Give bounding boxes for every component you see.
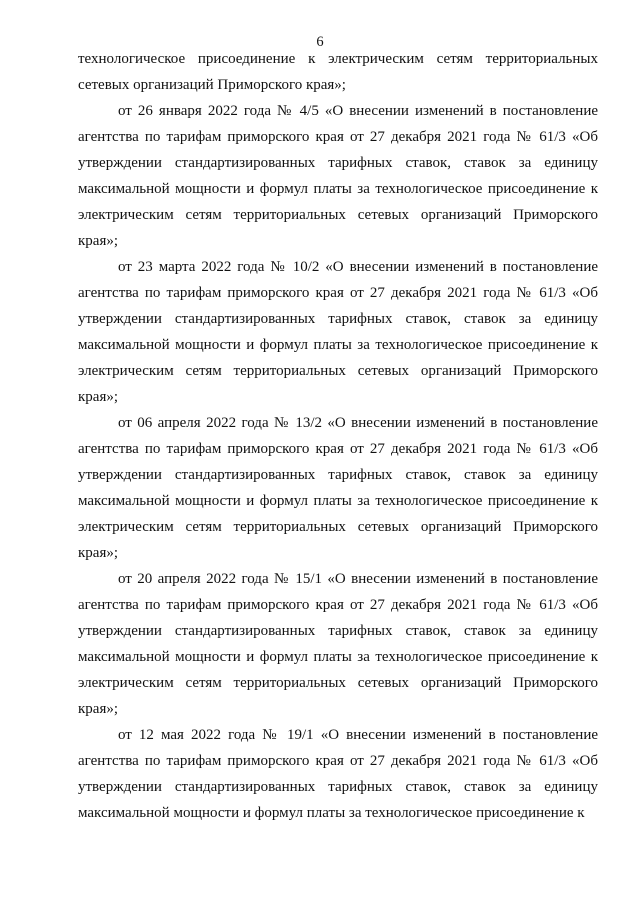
paragraph-continuation: технологическое присоединение к электрическим сетям территориальных сетевых организаций Приморского края»; (78, 51, 598, 93)
paragraph-resolution-2022-03-23: от 23 марта 2022 года № 10/2 «О внесении изменений в постановление агентства по тарифам приморского края от 27 декабря 2021 года № 61/3 «Об утверждении стандартизированных тарифных ставок, ставок за единицу максимальной мощности и формул платы за технологическое присоединение к электрическим сетям территориальных сетевых организаций Приморского края»; (78, 259, 598, 405)
paragraph-resolution-2022-05-12: от 12 мая 2022 года № 19/1 «О внесении изменений в постановление агентства по тарифам приморского края от 27 декабря 2021 года № 61/3 «Об утверждении стандартизированных тарифных ставок, ставок за единицу максимальной мощности и формул платы за технологическое присоединение к (78, 727, 598, 821)
document-body (78, 46, 598, 826)
paragraph-resolution-2022-01-26: от 26 января 2022 года № 4/5 «О внесении изменений в постановление агентства по тарифам приморского края от 27 декабря 2021 года № 61/3 «Об утверждении стандартизированных тарифных ставок, ставок за единицу максимальной мощности и формул платы за технологическое присоединение к электрическим сетям территориальных сетевых организаций Приморского края»; (78, 103, 598, 249)
paragraph-resolution-2022-04-06: от 06 апреля 2022 года № 13/2 «О внесении изменений в постановление агентства по тарифам приморского края от 27 декабря 2021 года № 61/3 «Об утверждении стандартизированных тарифных ставок, ставок за единицу максимальной мощности и формул платы за технологическое присоединение к электрическим сетям территориальных сетевых организаций Приморского края»; (78, 415, 598, 561)
paragraph-resolution-2022-04-20: от 20 апреля 2022 года № 15/1 «О внесении изменений в постановление агентства по тарифам приморского края от 27 декабря 2021 года № 61/3 «Об утверждении стандартизированных тарифных ставок, ставок за единицу максимальной мощности и формул платы за технологическое присоединение к электрическим сетям территориальных сетевых организаций Приморского края»; (78, 571, 598, 717)
page-number: 6 (316, 34, 324, 50)
